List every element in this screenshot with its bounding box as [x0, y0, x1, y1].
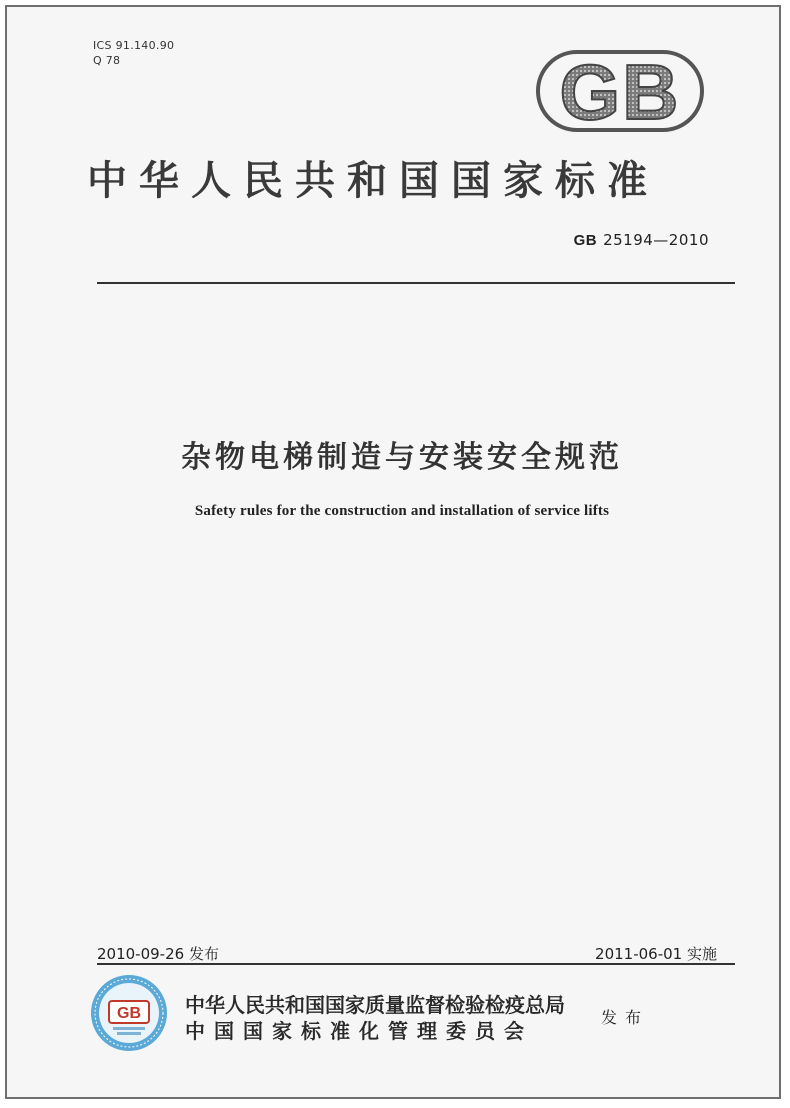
anti-counterfeit-seal [89, 973, 169, 1053]
ccs-code: Q 78 [93, 54, 121, 67]
standard-cover-page [5, 5, 781, 1099]
document-title-chinese: 杂物电梯制造与安装安全规范 [181, 440, 623, 475]
gb-logo [535, 49, 705, 133]
standard-code [574, 231, 709, 249]
document-title-english: Safety rules for the construction and installation of service lifts [194, 503, 610, 519]
classification-codes [93, 38, 174, 68]
issuer-aqsiq: 中华人民共和国国家质量监督检验检疫总局 [185, 993, 565, 1017]
header-divider [97, 282, 735, 284]
standard-code-number: 25194—2010 [603, 231, 709, 249]
issuing-authorities [185, 992, 565, 1044]
implementation-date: 2011-06-01 实施 [595, 945, 717, 963]
standard-type-title: 中华人民共和国国家标准 [87, 157, 659, 204]
issuer-sac: 中国国家标准化管理委员会 [185, 1019, 533, 1043]
seal-center-text: GB [117, 1005, 141, 1022]
standard-code-prefix: GB [573, 232, 598, 249]
gb-logo-text: GB [559, 49, 681, 133]
ics-code: ICS 91.140.90 [93, 39, 175, 52]
publish-label: 发布 [601, 1008, 650, 1027]
issue-date: 2010-09-26 发布 [97, 945, 219, 963]
footer-divider [97, 963, 735, 965]
